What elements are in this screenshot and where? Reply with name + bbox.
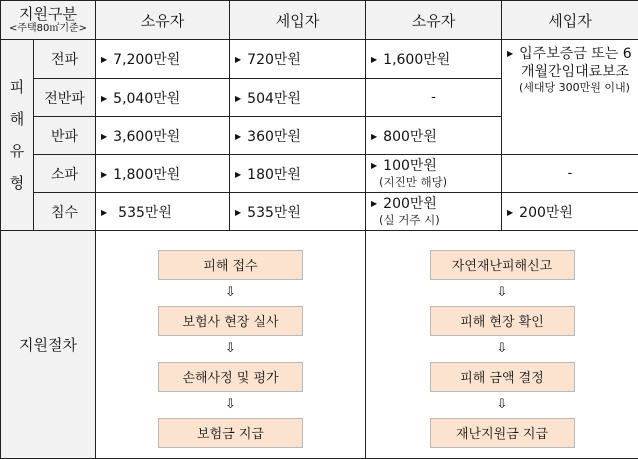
triangle-right-icon: ▶: [101, 55, 107, 64]
table-cell: ▶ 5,040만원: [96, 79, 230, 117]
table-cell: ▶ 200만원 (실 거주 시): [366, 193, 502, 231]
col-header-owner-2: 소유자: [366, 1, 502, 40]
cell-note: (실 거주 시): [371, 213, 501, 227]
row-type: 소파: [34, 155, 96, 193]
damage-type-char: 형: [1, 167, 33, 199]
down-arrow-icon: ⇩: [497, 280, 508, 306]
tenant-note-line2: 개월간임대료보조: [507, 64, 638, 81]
triangle-right-icon: ▶: [101, 170, 107, 179]
damage-type-char: 해: [1, 103, 33, 135]
table-cell: ▶ 360만원: [230, 117, 366, 155]
table-cell: ▶ 3,600만원: [96, 117, 230, 155]
triangle-right-icon: ▶: [235, 132, 241, 141]
triangle-right-icon: ▶: [235, 208, 241, 217]
table-cell: -: [366, 79, 502, 117]
procedure-step: 보험금 지급: [158, 418, 303, 448]
category-header: [1, 1, 96, 40]
procedure-right: [366, 231, 638, 459]
down-arrow-icon: ⇩: [497, 392, 508, 418]
down-arrow-icon: ⇩: [225, 280, 236, 306]
procedure-step: 피해 금액 결정: [430, 362, 575, 392]
table-cell: ▶ 720만원: [230, 40, 366, 79]
triangle-right-icon: ▶: [101, 208, 107, 217]
row-type: 반파: [34, 117, 96, 155]
down-arrow-icon: ⇩: [225, 336, 236, 362]
col-header-owner-1: 소유자: [96, 1, 230, 40]
triangle-right-icon: ▶: [101, 94, 107, 103]
procedure-step: 보험사 현장 실사: [158, 306, 303, 336]
procedure-left: [96, 231, 366, 459]
table-cell: -: [502, 155, 638, 193]
procedure-step: 피해 접수: [158, 250, 303, 280]
triangle-right-icon: ▶: [371, 199, 377, 208]
procedure-step: 손해사정 및 평가: [158, 362, 303, 392]
procedure-step: 피해 현장 확인: [430, 306, 575, 336]
down-arrow-icon: ⇩: [497, 336, 508, 362]
tenant-note-cell: [502, 40, 638, 155]
procedure-label: 지원절차: [1, 231, 96, 459]
cell-note: (지진만 해당): [371, 175, 501, 189]
table-cell: ▶ 535만원: [230, 193, 366, 231]
table-cell: ▶ 200만원: [502, 193, 638, 231]
down-arrow-icon: ⇩: [225, 392, 236, 418]
table-cell: ▶ 7,200만원: [96, 40, 230, 79]
table-cell: ▶ 100만원 (지진만 해당): [366, 155, 502, 193]
category-title: 지원구분: [1, 5, 95, 23]
triangle-right-icon: ▶: [235, 94, 241, 103]
triangle-right-icon: ▶: [371, 55, 377, 64]
damage-type-label: [1, 40, 34, 231]
row-type: 전파: [34, 40, 96, 79]
table-cell: ▶ 504만원: [230, 79, 366, 117]
table-cell: ▶ 1,800만원: [96, 155, 230, 193]
table-cell: ▶ 1,600만원: [366, 40, 502, 79]
triangle-right-icon: ▶: [371, 132, 377, 141]
table-cell: ▶ 800만원: [366, 117, 502, 155]
col-header-tenant-1: 세입자: [230, 1, 366, 40]
row-type: 침수: [34, 193, 96, 231]
triangle-right-icon: ▶: [507, 208, 513, 217]
triangle-right-icon: ▶: [235, 55, 241, 64]
tenant-note-line1: 입주보증금 또는 6: [519, 46, 631, 62]
row-type: 전반파: [34, 79, 96, 117]
tenant-note-line3: (세대당 300만원 이내): [507, 81, 638, 95]
triangle-right-icon: ▶: [101, 132, 107, 141]
triangle-right-icon: ▶: [371, 161, 377, 170]
procedure-step: 자연재난피해신고: [430, 250, 575, 280]
table-cell: ▶ 535만원: [96, 193, 230, 231]
triangle-right-icon: ▶: [235, 170, 241, 179]
triangle-right-icon: ▶: [507, 49, 513, 58]
table-cell: ▶ 180만원: [230, 155, 366, 193]
category-subtitle: <주택80㎡기준>: [1, 23, 95, 35]
procedure-step: 재난지원금 지급: [430, 418, 575, 448]
damage-type-char: 유: [1, 135, 33, 167]
col-header-tenant-2: 세입자: [502, 1, 638, 40]
damage-type-char: 피: [1, 71, 33, 103]
